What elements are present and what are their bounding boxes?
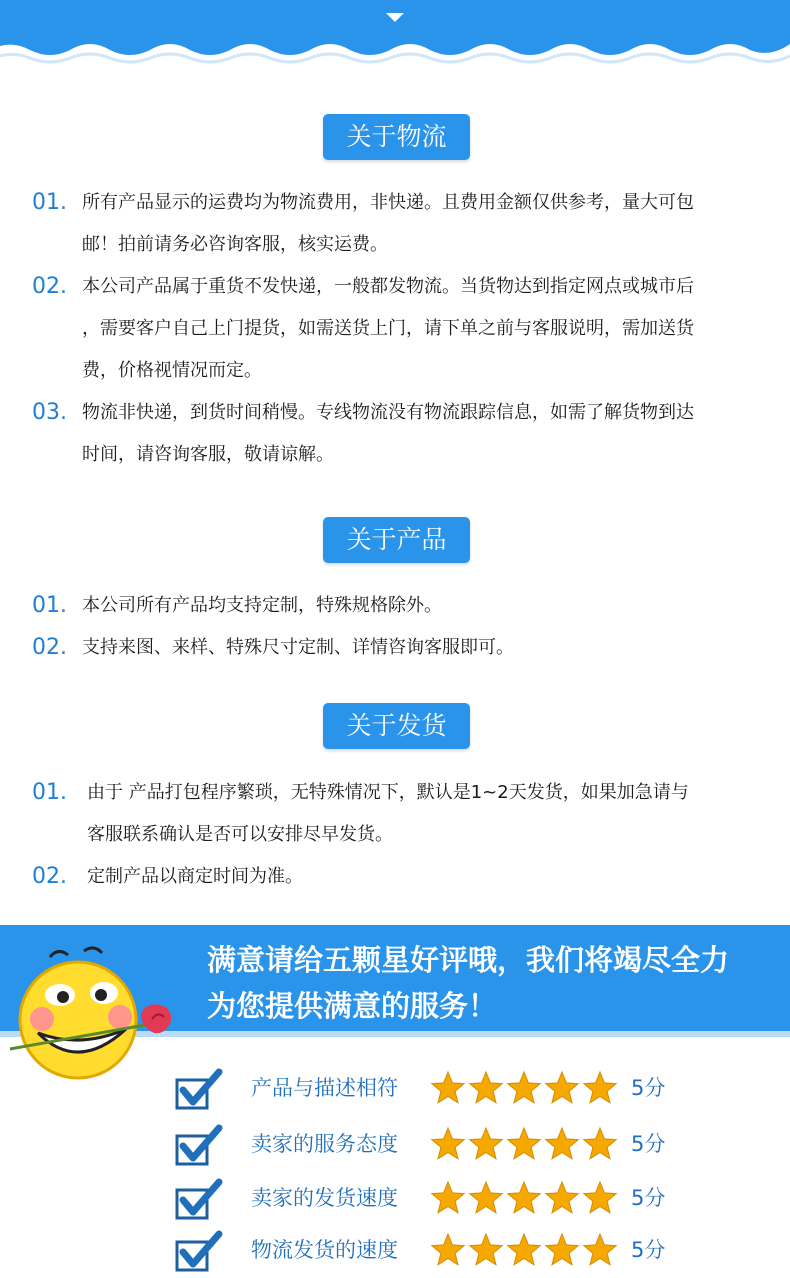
item-number: 01. [32,780,67,805]
rating-row-logistics-speed [175,1230,735,1278]
rating-score: 5分 [631,1132,666,1156]
smiley-rose-icon [8,945,183,1085]
top-wave-header [0,0,790,70]
star-icon [470,1182,502,1213]
item-text: 由于 产品打包程序繁琐，无特殊情况下，默认是1~2天发货，如果加急请与 客服联系确认是否可以安排尽早发货。 [87,782,689,845]
star-icon [432,1072,464,1103]
item-text: 定制产品以商定时间为准。 [87,866,303,887]
star-icon [508,1072,540,1103]
star-icon [470,1072,502,1103]
section-title-logistics: 关于物流 [323,114,470,160]
star-icon [508,1182,540,1213]
star-icon [546,1128,578,1159]
rating-row-product-match [175,1068,735,1116]
section-title-products: 关于产品 [323,517,470,563]
star-icon [584,1072,616,1103]
stars-rating [430,1126,620,1162]
banner-text-line-2: 为您提供满意的服务！ [207,989,498,1023]
checkbox-checked-icon [175,1068,223,1112]
item-text: 本公司所有产品均支持定制，特殊规格除外。 [82,595,442,616]
item-text: 支持来图、来样、特殊尺寸定制、详情咨询客服即可。 [82,637,514,658]
rating-label: 物流发货的速度 [251,1238,398,1262]
rating-label: 产品与描述相符 [251,1076,398,1100]
star-icon [546,1234,578,1265]
rating-score: 5分 [631,1186,666,1210]
rating-score: 5分 [631,1238,666,1262]
checkbox-checked-icon [175,1124,223,1168]
star-icon [508,1128,540,1159]
item-number: 02. [32,635,67,660]
item-text: 本公司产品属于重货不发快递，一般都发物流。当货物达到指定网点或城市后 ，需要客户自己上门提货，如需送货上门，请下单之前与客服说明，需加送货 费，价格视情况而定。 [82,276,694,381]
item-number: 01. [32,190,67,215]
item-text: 所有产品显示的运费均为物流费用，非快递。且费用金额仅供参考，量大可包 邮！拍前请务必咨询客服，核实运费。 [82,192,694,255]
star-icon [470,1234,502,1265]
stars-rating [430,1180,620,1216]
rating-row-shipping-speed [175,1178,735,1226]
rating-label: 卖家的发货速度 [251,1186,398,1210]
star-icon [546,1072,578,1103]
rating-score: 5分 [631,1076,666,1100]
item-number: 03. [32,400,67,425]
star-icon [546,1182,578,1213]
star-icon [432,1128,464,1159]
checkbox-checked-icon [175,1230,223,1274]
checkbox-checked-icon [175,1178,223,1222]
section-title-shipping: 关于发货 [323,703,470,749]
star-icon [584,1182,616,1213]
item-number: 01. [32,593,67,618]
star-icon [508,1234,540,1265]
banner-text-line-1: 满意请给五颗星好评哦，我们将竭尽全力 [207,943,730,977]
star-icon [470,1128,502,1159]
rating-row-service [175,1124,735,1172]
stars-rating [430,1070,620,1106]
item-text: 物流非快递，到货时间稍慢。专线物流没有物流跟踪信息，如需了解货物到达 时间，请咨询客服，敬请谅解。 [82,402,694,465]
stars-rating [430,1232,620,1268]
star-icon [432,1182,464,1213]
star-icon [584,1234,616,1265]
rating-label: 卖家的服务态度 [251,1132,398,1156]
item-number: 02. [32,274,67,299]
star-icon [432,1234,464,1265]
item-number: 02. [32,864,67,889]
star-icon [584,1128,616,1159]
